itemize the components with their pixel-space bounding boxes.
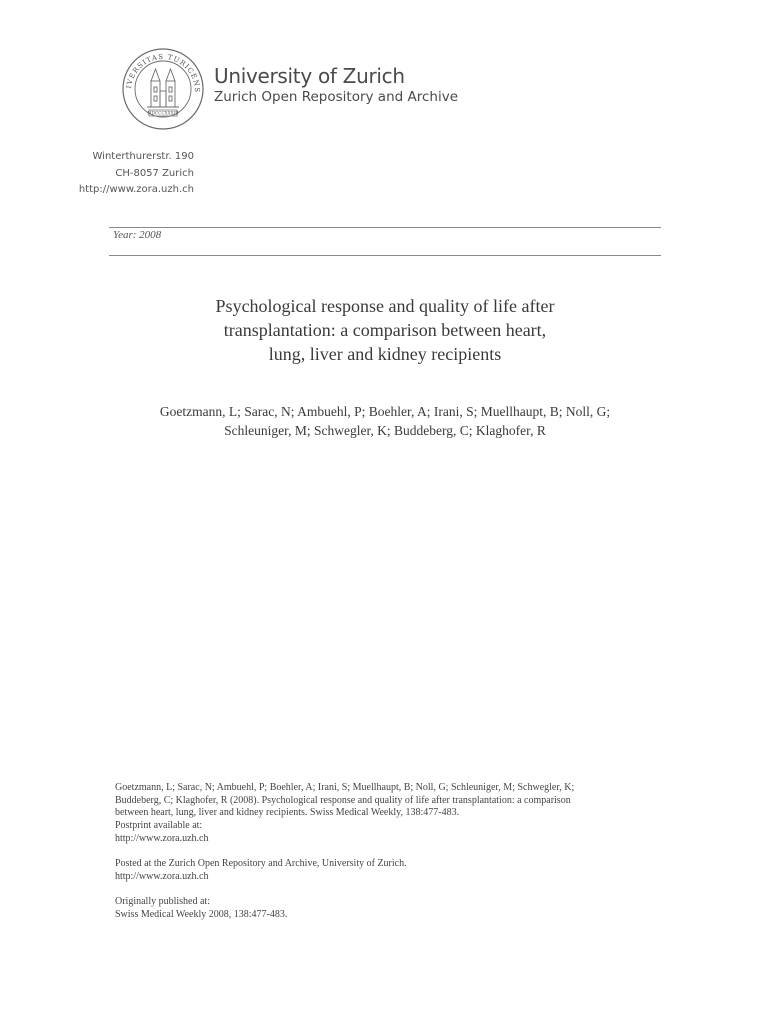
reference-line: Goetzmann, L; Sarac, N; Ambuehl, P; Boehler, A; Irani, S; Muellhaupt, B; Noll, G; Schleuniger, M; Schwegler, K; bbox=[115, 782, 575, 793]
seal-text-bottom: MDCCCXXXIII bbox=[147, 110, 179, 116]
original-label: Originally published at: bbox=[115, 896, 210, 908]
seal-text-top: IVERSITAS TURICENS bbox=[125, 52, 202, 94]
address-street: Winterthurerstr. 190 bbox=[92, 151, 194, 162]
title-line: transplantation: a comparison between heart, bbox=[223, 320, 547, 340]
year-label: Year: 2008 bbox=[113, 229, 162, 241]
title-line: Psychological response and quality of life after bbox=[215, 296, 555, 316]
spacer bbox=[115, 884, 675, 897]
citation-block bbox=[115, 782, 675, 922]
title-line: lung, liver and kidney recipients bbox=[268, 344, 502, 364]
svg-text:UNIVERSITAS TURICENSIS bbox=[121, 47, 201, 93]
address-block bbox=[79, 149, 194, 199]
original-source: Swiss Medical Weekly 2008, 138:477-483. bbox=[115, 909, 288, 920]
reference-line: between heart, lung, liver and kidney recipients. Swiss Medical Weekly, 138:477-483. bbox=[115, 807, 460, 819]
postprint-url[interactable]: http://www.zora.uzh.ch bbox=[115, 832, 209, 844]
authors-line: Goetzmann, L; Sarac, N; Ambuehl, P; Boehler, A; Irani, S; Muellhaupt, B; Noll, G; bbox=[159, 404, 611, 419]
university-seal-icon bbox=[121, 47, 205, 131]
postprint-label: Postprint available at: bbox=[115, 820, 203, 832]
authors-line: Schleuniger, M; Schwegler, K; Buddeberg, C; Klaghofer, R bbox=[224, 423, 546, 438]
reference-line: Buddeberg, C; Klaghofer, R (2008). Psychological response and quality of life after transplantation: a comparison bbox=[115, 794, 571, 806]
paper-authors bbox=[100, 402, 670, 440]
posted-url[interactable]: http://www.zora.uzh.ch bbox=[115, 870, 209, 882]
posted-label: Posted at the Zurich Open Repository and Archive, University of Zurich. bbox=[115, 858, 407, 870]
address-url[interactable]: http://www.zora.uzh.ch bbox=[78, 184, 194, 195]
repository-name: Zurich Open Repository and Archive bbox=[214, 89, 459, 105]
university-seal bbox=[121, 47, 205, 131]
year-rule-bottom bbox=[109, 255, 661, 256]
year-rule-top bbox=[109, 227, 661, 228]
paper-title bbox=[109, 294, 661, 366]
address-city: CH-8057 Zurich bbox=[115, 167, 194, 179]
university-name: University of Zurich bbox=[214, 64, 405, 88]
spacer bbox=[115, 846, 675, 859]
